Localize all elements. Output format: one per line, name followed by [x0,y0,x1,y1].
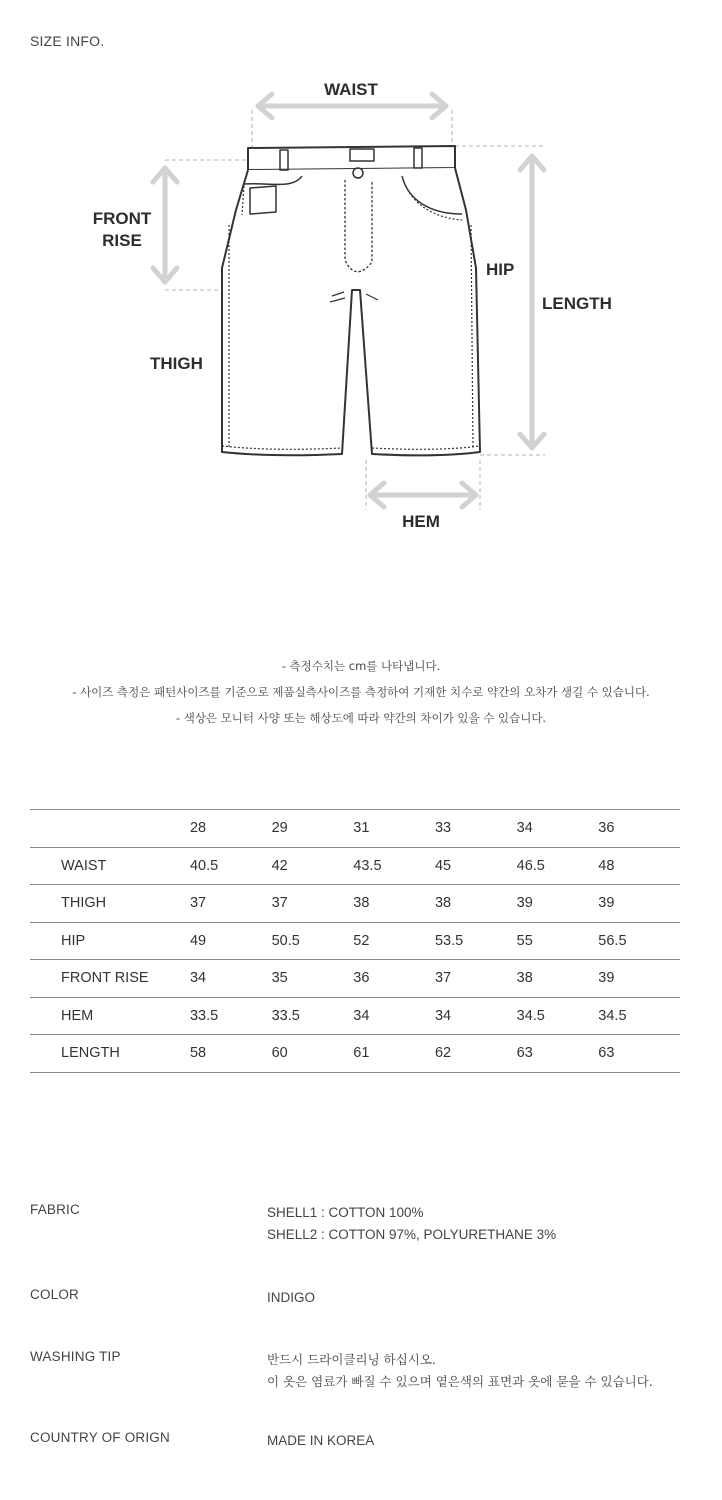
table-cell: 36 [353,960,435,998]
note-line: - 색상은 모니터 사양 또는 해상도에 따라 약간의 차이가 있을 수 있습니다. [175,711,547,725]
table-cell: 48 [598,847,680,885]
shorts-measurement-diagram [0,60,722,560]
table-cell: 63 [517,1035,599,1073]
row-label: WAIST [30,847,190,885]
table-row [30,1035,680,1073]
row-label: THIGH [30,885,190,923]
country-label: COUNTRY OF ORIGN [30,1430,170,1445]
length-label: LENGTH [542,294,612,313]
header-cell: 29 [272,810,354,848]
table-cell: 37 [190,885,272,923]
shorts-illustration [222,146,480,455]
table-cell: 38 [517,960,599,998]
size-info-heading: SIZE INFO. [30,33,105,49]
fabric-line: SHELL1 : COTTON 100% [267,1205,424,1220]
front-rise-arrow [153,168,177,282]
table-cell: 62 [435,1035,517,1073]
table-cell: 58 [190,1035,272,1073]
header-cell [30,810,190,848]
note-line: - 사이즈 측정은 패턴사이즈를 기준으로 제품실측사이즈를 측정하여 기재한 치수로 약간의 오차가 생길 수 있습니다. [72,685,650,699]
table-cell: 34.5 [517,997,599,1035]
table-cell: 45 [435,847,517,885]
table-cell: 38 [435,885,517,923]
table-row [30,997,680,1035]
table-cell: 37 [272,885,354,923]
measurement-notes [0,653,722,731]
hip-label: HIP [486,260,515,279]
table-cell: 50.5 [272,922,354,960]
washing-tip-label: WASHING TIP [30,1349,121,1364]
table-cell: 49 [190,922,272,960]
size-table-header-row [30,810,680,848]
table-cell: 61 [353,1035,435,1073]
table-cell: 63 [598,1035,680,1073]
table-cell: 52 [353,922,435,960]
table-cell: 43.5 [353,847,435,885]
table-cell: 40.5 [190,847,272,885]
table-cell: 37 [435,960,517,998]
table-cell: 46.5 [517,847,599,885]
header-cell: 31 [353,810,435,848]
table-cell: 35 [272,960,354,998]
row-label: LENGTH [30,1035,190,1073]
table-row [30,885,680,923]
table-cell: 39 [598,885,680,923]
table-cell: 38 [353,885,435,923]
front-rise-label-line2: RISE [102,231,142,250]
row-label: FRONT RISE [30,960,190,998]
table-cell: 56.5 [598,922,680,960]
table-cell: 55 [517,922,599,960]
fabric-value [267,1202,556,1246]
header-cell: 33 [435,810,517,848]
country-value: MADE IN KOREA [267,1433,375,1448]
header-cell: 28 [190,810,272,848]
header-cell: 34 [517,810,599,848]
table-cell: 33.5 [272,997,354,1035]
note-line: - 측정수치는 cm를 나타냅니다. [281,659,441,673]
table-cell: 34 [435,997,517,1035]
washing-tip-line: 이 옷은 염료가 빠질 수 있으며 옅은색의 표면과 옷에 묻을 수 있습니다. [267,1374,653,1389]
thigh-label: THIGH [150,354,203,373]
fabric-line: SHELL2 : COTTON 97%, POLYURETHANE 3% [267,1227,557,1242]
table-row [30,960,680,998]
hem-label: HEM [402,512,440,531]
washing-tip-line: 반드시 드라이클리닝 하십시오. [267,1352,436,1367]
fabric-label: FABRIC [30,1202,80,1217]
table-cell: 34.5 [598,997,680,1035]
row-label: HIP [30,922,190,960]
header-cell: 36 [598,810,680,848]
table-cell: 34 [190,960,272,998]
table-row [30,922,680,960]
table-cell: 34 [353,997,435,1035]
color-label: COLOR [30,1287,80,1302]
table-cell: 33.5 [190,997,272,1035]
table-cell: 42 [272,847,354,885]
size-table [30,809,680,1073]
waist-label: WAIST [324,80,378,99]
table-cell: 53.5 [435,922,517,960]
washing-tip-value [267,1349,653,1393]
row-label: HEM [30,997,190,1035]
hem-arrow [370,483,476,507]
table-cell: 39 [517,885,599,923]
color-value: INDIGO [267,1290,316,1305]
front-rise-label-line1: FRONT [92,209,152,228]
length-arrow [520,156,544,448]
table-row [30,847,680,885]
table-cell: 39 [598,960,680,998]
table-cell: 60 [272,1035,354,1073]
